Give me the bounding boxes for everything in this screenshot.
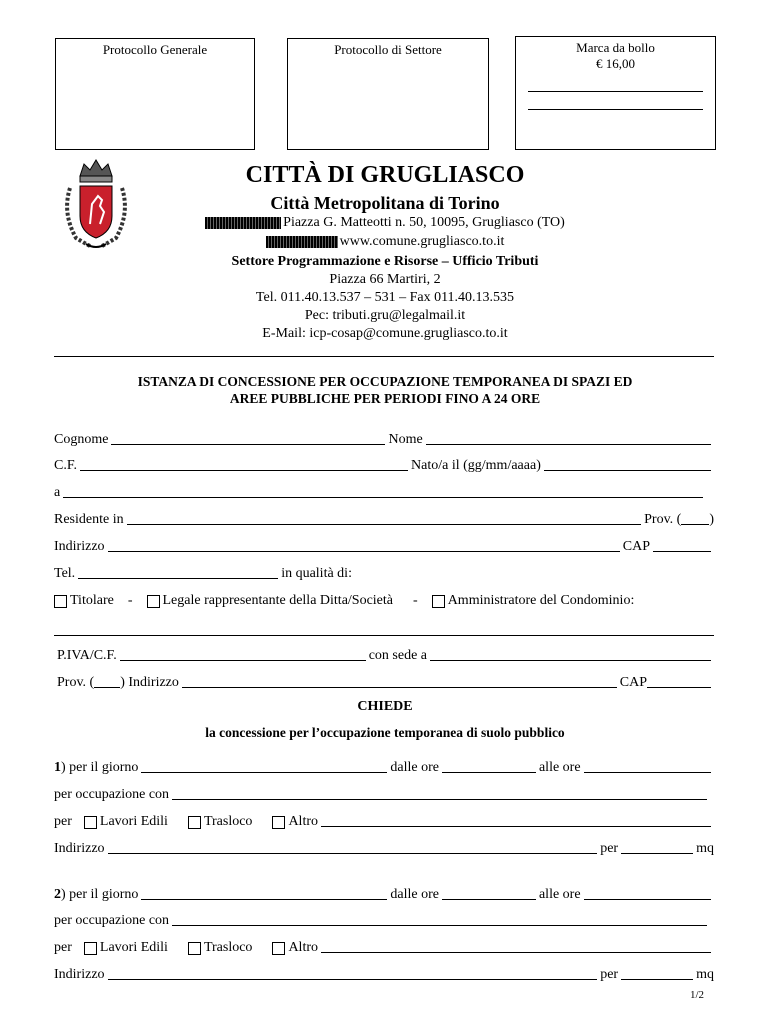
dash-1: - — [127, 593, 133, 608]
cap2-label: CAP — [619, 675, 647, 690]
occ2-alle-label: alle ore — [538, 887, 581, 902]
office-email: E-Mail: icp-cosap@comune.grugliasco.to.it — [262, 326, 508, 341]
occ2-altro-label: Altro — [288, 940, 318, 955]
occ1-row-occupazione — [54, 785, 710, 803]
occ2-per-label: per — [54, 940, 72, 955]
qualita-label: in qualità di: — [281, 566, 352, 581]
titolare-label: Titolare — [70, 593, 114, 608]
metro-subtitle: Città Metropolitana di Torino — [270, 193, 500, 213]
occ1-lavori-label: Lavori Edili — [99, 814, 168, 829]
occ2-row-tipo — [54, 938, 714, 956]
indirizzo2-field[interactable] — [182, 687, 617, 688]
prov2-label: Prov. ( — [57, 675, 95, 690]
row-indirizzo — [54, 537, 714, 555]
marca-line-2 — [528, 109, 703, 110]
prov-field[interactable] — [681, 524, 709, 525]
occ1-trasloco-label: Trasloco — [203, 814, 253, 829]
occ1-row-tipo — [54, 812, 714, 830]
occ2-row-giorno — [54, 885, 714, 903]
occ2-giorno-field[interactable] — [141, 899, 387, 900]
occ1-occupazione-field[interactable] — [172, 799, 707, 800]
titolare-checkbox[interactable] — [54, 595, 67, 608]
occ2-lavori-checkbox[interactable] — [84, 942, 97, 955]
tel-field[interactable] — [78, 578, 278, 579]
occ1-alle-field[interactable] — [584, 772, 711, 773]
row-luogo — [54, 483, 706, 501]
office-address: Piazza 66 Martiri, 2 — [329, 272, 441, 287]
occ2-indirizzo-field[interactable] — [108, 979, 598, 980]
occ1-indirizzo-field[interactable] — [108, 853, 598, 854]
address-line — [0, 215, 770, 231]
cognome-field[interactable] — [111, 444, 385, 445]
nome-field[interactable] — [426, 444, 711, 445]
marca-bollo-amount: € 16,00 — [596, 56, 635, 71]
occ1-altro-field[interactable] — [321, 826, 711, 827]
occ1-dalle-label: dalle ore — [390, 760, 439, 775]
nome-label: Nome — [388, 432, 423, 447]
sede-field[interactable] — [430, 660, 711, 661]
cognome-label: Cognome — [54, 432, 109, 447]
occ1-giorno-field[interactable] — [141, 772, 387, 773]
tel-label: Tel. — [54, 566, 76, 581]
occ1-row-indirizzo — [54, 839, 714, 857]
occ1-per2-label: per — [600, 841, 619, 856]
occ1-alle-label: alle ore — [538, 760, 581, 775]
occ2-trasloco-label: Trasloco — [203, 940, 253, 955]
legale-label: Legale rappresentante della Ditta/Società — [162, 593, 394, 608]
occ1-mq-field[interactable] — [621, 853, 693, 854]
occ2-row-occupazione — [54, 911, 710, 929]
row-piva — [57, 646, 714, 664]
occ2-dalle-label: dalle ore — [390, 887, 439, 902]
occ1-giorno-label: ) per il giorno — [61, 760, 139, 775]
luogo-field[interactable] — [63, 497, 703, 498]
occ2-occupazione-label: per occupazione con — [54, 913, 170, 928]
occ1-dalle-field[interactable] — [442, 772, 536, 773]
cap-label: CAP — [622, 539, 650, 554]
marca-bollo-label: Marca da bollo — [576, 40, 655, 55]
prov2-field[interactable] — [94, 687, 120, 688]
legale-checkbox[interactable] — [147, 595, 160, 608]
blank-line[interactable] — [54, 635, 714, 636]
chiede-heading: CHIEDE — [357, 699, 413, 714]
occ1-trasloco-checkbox[interactable] — [188, 816, 201, 829]
occ1-lavori-checkbox[interactable] — [84, 816, 97, 829]
piva-field[interactable] — [120, 660, 366, 661]
occ1-occupazione-label: per occupazione con — [54, 787, 170, 802]
row-tel — [54, 564, 714, 582]
form-title-2: AREE PUBBLICHE PER PERIODI FINO A 24 ORE — [229, 391, 541, 406]
nato-field[interactable] — [544, 470, 711, 471]
office-name: Settore Programmazione e Risorse – Ufficio Tributi — [231, 254, 539, 269]
occ1-row-giorno — [54, 758, 714, 776]
occ1-altro-checkbox[interactable] — [272, 816, 285, 829]
occ2-altro-checkbox[interactable] — [272, 942, 285, 955]
protocollo-generale-box — [55, 38, 255, 150]
cf-label: C.F. — [54, 458, 78, 473]
occ2-trasloco-checkbox[interactable] — [188, 942, 201, 955]
occ2-mq-field[interactable] — [621, 979, 693, 980]
row-cognome-nome — [54, 430, 714, 448]
occ2-occupazione-field[interactable] — [172, 925, 707, 926]
occ2-number: 2 — [54, 887, 61, 902]
form-title-1: ISTANZA DI CONCESSIONE PER OCCUPAZIONE TEMPORANEA DI SPAZI ED — [137, 374, 633, 389]
row-cf-nato — [54, 456, 714, 474]
row-residente — [54, 510, 714, 528]
dash-2: - — [413, 593, 418, 608]
prov-close: ) — [709, 512, 714, 527]
a-label: a — [54, 485, 61, 500]
concessione-subheading: la concessione per l’occupazione temporanea di suolo pubblico — [205, 725, 565, 740]
occ2-altro-field[interactable] — [321, 952, 711, 953]
occ1-per-label: per — [54, 814, 72, 829]
residente-label: Residente in — [54, 512, 124, 527]
web-icon — [266, 236, 338, 248]
row-qualita — [54, 591, 714, 609]
city-title: CITTÀ DI GRUGLIASCO — [245, 162, 525, 188]
occ2-dalle-field[interactable] — [442, 899, 536, 900]
marca-bollo-box — [515, 36, 716, 150]
occ1-altro-label: Altro — [288, 814, 318, 829]
row-prov-indirizzo — [57, 673, 714, 691]
occ2-row-indirizzo — [54, 965, 714, 983]
header-divider — [54, 356, 714, 357]
phone-icon — [205, 217, 281, 229]
occ2-alle-field[interactable] — [584, 899, 711, 900]
occ1-number: 1 — [54, 760, 61, 775]
occ2-mq-label: mq — [696, 967, 714, 982]
amministratore-label: Amministratore del Condominio: — [447, 593, 635, 608]
nato-label: Nato/a il (gg/mm/aaaa) — [411, 458, 541, 473]
occ2-lavori-label: Lavori Edili — [99, 940, 168, 955]
cap2-field[interactable] — [647, 687, 711, 688]
occ2-per2-label: per — [600, 967, 619, 982]
protocollo-generale-label: Protocollo Generale — [102, 42, 208, 57]
protocollo-settore-label: Protocollo di Settore — [334, 42, 442, 57]
prov-label: Prov. ( — [644, 512, 682, 527]
cf-field[interactable] — [80, 470, 408, 471]
occ2-giorno-label: ) per il giorno — [61, 887, 139, 902]
website-line — [0, 234, 770, 250]
occ2-indirizzo-label: Indirizzo — [54, 967, 105, 982]
amministratore-checkbox[interactable] — [432, 595, 445, 608]
office-phone: Tel. 011.40.13.537 – 531 – Fax 011.40.13.535 — [255, 290, 515, 305]
piva-label: P.IVA/C.F. — [57, 648, 117, 663]
address-text: Piazza G. Matteotti n. 50, 10095, Grugliasco (TO) — [283, 215, 565, 230]
page-number: 1/2 — [690, 989, 705, 1001]
sede-label: con sede a — [368, 648, 428, 663]
office-pec: Pec: tributi.gru@legalmail.it — [304, 308, 466, 323]
indirizzo-field[interactable] — [108, 551, 620, 552]
occ1-mq-label: mq — [696, 841, 714, 856]
cap-field[interactable] — [653, 551, 711, 552]
occ1-indirizzo-label: Indirizzo — [54, 841, 105, 856]
indirizzo2-label: ) Indirizzo — [120, 675, 179, 690]
indirizzo-label: Indirizzo — [54, 539, 105, 554]
marca-line-1 — [528, 91, 703, 92]
website-link[interactable]: www.comune.grugliasco.to.it — [339, 234, 505, 249]
residente-field[interactable] — [127, 524, 642, 525]
protocollo-settore-box — [287, 38, 489, 150]
